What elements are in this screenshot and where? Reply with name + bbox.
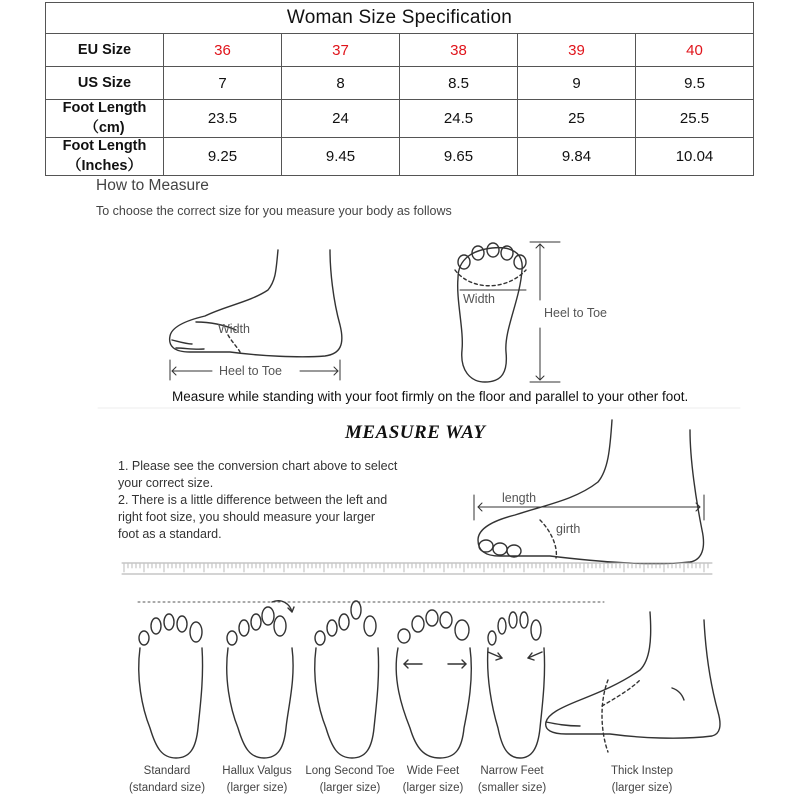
row-label: Foot Length（Inches） — [46, 138, 164, 176]
top-foot-icon — [455, 243, 526, 382]
row-label: US Size — [46, 67, 164, 100]
foot-type-name: Thick Instep — [611, 765, 673, 777]
foot-type-note: (larger size) — [226, 782, 288, 794]
instruction-2: 2. There is a little difference between the left and right foot size, you should measure your larger foot as a standard. — [118, 493, 388, 541]
foot-type-note: (larger size) — [402, 782, 464, 794]
foot-type-long-second-toe — [300, 763, 400, 797]
table-cell: 39 — [518, 34, 636, 67]
table-cell: 9.45 — [282, 138, 400, 176]
table-cell: 24 — [282, 100, 400, 138]
thick-instep-foot-icon — [546, 612, 720, 752]
foot-type-note: (standard size) — [128, 782, 206, 794]
side-foot-icon — [170, 250, 342, 357]
table-cell: 8.5 — [400, 67, 518, 100]
measure-way-title: MEASURE WAY — [345, 422, 486, 443]
foot-type-note: (smaller size) — [477, 782, 547, 794]
foot-type-note: (larger size) — [319, 782, 381, 794]
row-label: Foot Length（cm) — [46, 100, 164, 138]
ruler — [122, 563, 712, 574]
instruction-1: 1. Please see the conversion chart above to select your correct size. — [118, 459, 398, 490]
long-second-toe-foot-icon — [315, 601, 379, 758]
foot-type-wide-feet — [394, 763, 472, 797]
top-heel-to-toe-label: Heel to Toe — [544, 306, 608, 320]
table-cell: 25.5 — [636, 100, 754, 138]
foot-type-name: Narrow Feet — [480, 765, 544, 777]
side-width-label: Width — [218, 322, 250, 336]
how-to-measure-title: How to Measure — [96, 177, 209, 194]
table-cell: 40 — [636, 34, 754, 67]
foot-type-narrow-feet — [472, 763, 552, 797]
foot-type-thick-instep — [602, 763, 682, 797]
table-cell: 9.5 — [636, 67, 754, 100]
table-cell: 9.65 — [400, 138, 518, 176]
narrow-feet-foot-icon — [488, 612, 545, 758]
table-cell: 9 — [518, 67, 636, 100]
foot-type-name: Hallux Valgus — [222, 765, 292, 777]
foot-type-name: Wide Feet — [406, 765, 460, 777]
table-cell: 24.5 — [400, 100, 518, 138]
table-cell: 38 — [400, 34, 518, 67]
girth-label: girth — [556, 522, 581, 536]
foot-type-name: Long Second Toe — [305, 765, 395, 777]
table-cell: 25 — [518, 100, 636, 138]
table-cell: 9.25 — [164, 138, 282, 176]
table-title: Woman Size Specification — [46, 3, 754, 34]
wide-feet-foot-icon — [396, 610, 471, 758]
table-cell: 23.5 — [164, 100, 282, 138]
table-cell: 37 — [282, 34, 400, 67]
table-cell: 10.04 — [636, 138, 754, 176]
foot-type-name: Standard — [143, 765, 191, 777]
length-label: length — [502, 491, 537, 505]
how-to-measure-subtitle: To choose the correct size for you measure your body as follows — [96, 204, 452, 218]
foot-type-hallux-valgus — [212, 763, 302, 797]
measure-note: Measure while standing with your foot firmly on the floor and parallel to your other foot. — [172, 389, 689, 404]
top-width-label: Width — [463, 292, 495, 306]
foot-type-standard — [118, 763, 216, 797]
side-heel-to-toe-label: Heel to Toe — [219, 364, 283, 378]
row-label: EU Size — [46, 34, 164, 67]
table-cell: 7 — [164, 67, 282, 100]
hallux-valgus-foot-icon — [227, 601, 294, 758]
table-cell: 9.84 — [518, 138, 636, 176]
standard-foot-icon — [139, 614, 203, 758]
table-cell: 8 — [282, 67, 400, 100]
table-cell: 36 — [164, 34, 282, 67]
foot-type-note: (larger size) — [611, 782, 673, 794]
